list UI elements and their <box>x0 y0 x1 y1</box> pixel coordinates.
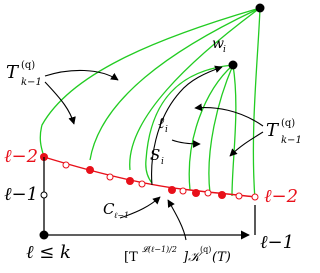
label-w: w <box>212 36 224 52</box>
label-red-right: ℓ−2 <box>264 186 299 207</box>
branch-4 <box>189 65 233 190</box>
red-node-filled <box>192 189 200 197</box>
red-node-open <box>107 174 113 180</box>
red-node-open <box>252 194 258 200</box>
arrow-t-left-2 <box>45 82 74 124</box>
label-c: C <box>103 200 115 218</box>
red-node-filled <box>218 191 226 199</box>
node-w-i <box>229 61 238 70</box>
green-tree-branches <box>40 8 260 200</box>
red-node-filled <box>168 186 176 194</box>
red-node-open <box>63 162 69 168</box>
branch-6 <box>232 65 236 196</box>
red-node-open <box>180 188 186 194</box>
red-node-open <box>236 193 242 199</box>
red-node-open <box>139 181 145 187</box>
label-formula-1: [T <box>124 250 138 265</box>
label-lm1-right: ℓ−1 <box>260 232 295 253</box>
label-t-right: T <box>266 120 279 141</box>
arrow-s-i <box>172 140 200 144</box>
label-l-le-k: ℓ ≤ k <box>26 242 71 263</box>
label-l-sub: i <box>165 125 168 135</box>
label-c-sub: ℓ−1 <box>114 211 130 220</box>
label-red-left: ℓ−2 <box>4 146 39 167</box>
label-t-left-sub: k−1 <box>21 77 42 88</box>
branch-5 <box>209 65 233 193</box>
arrow-t-right-1 <box>195 108 263 126</box>
red-node-open <box>205 190 211 196</box>
open-node-left <box>41 192 47 198</box>
label-l: ℓ <box>158 114 165 132</box>
root-node <box>256 4 265 13</box>
arrow-formula <box>168 200 186 240</box>
label-lm1-left: ℓ−1 <box>4 184 39 205</box>
red-node-filled <box>126 177 134 185</box>
label-w-sub: i <box>223 45 226 55</box>
red-node-filled <box>86 166 94 174</box>
label-t-right-sup: (q) <box>281 118 296 129</box>
label-t-right-sub: k−1 <box>281 135 302 146</box>
right-boundary-branch <box>253 8 260 200</box>
red-path-nodes <box>40 153 258 200</box>
label-t-left-sup: (q) <box>21 60 36 71</box>
label-formula-end: (T) <box>212 250 231 265</box>
label-s: S <box>150 146 161 164</box>
label-t-left: T <box>6 62 19 83</box>
arrow-t-left-1 <box>45 70 118 80</box>
label-formula-sup: 𝓛(ℓ−1)/2 <box>142 245 177 254</box>
label-formula-sup2: (q) <box>200 245 212 254</box>
label-s-sub: i <box>161 157 164 167</box>
label-formula-rest: ]𝒦 <box>183 250 201 265</box>
